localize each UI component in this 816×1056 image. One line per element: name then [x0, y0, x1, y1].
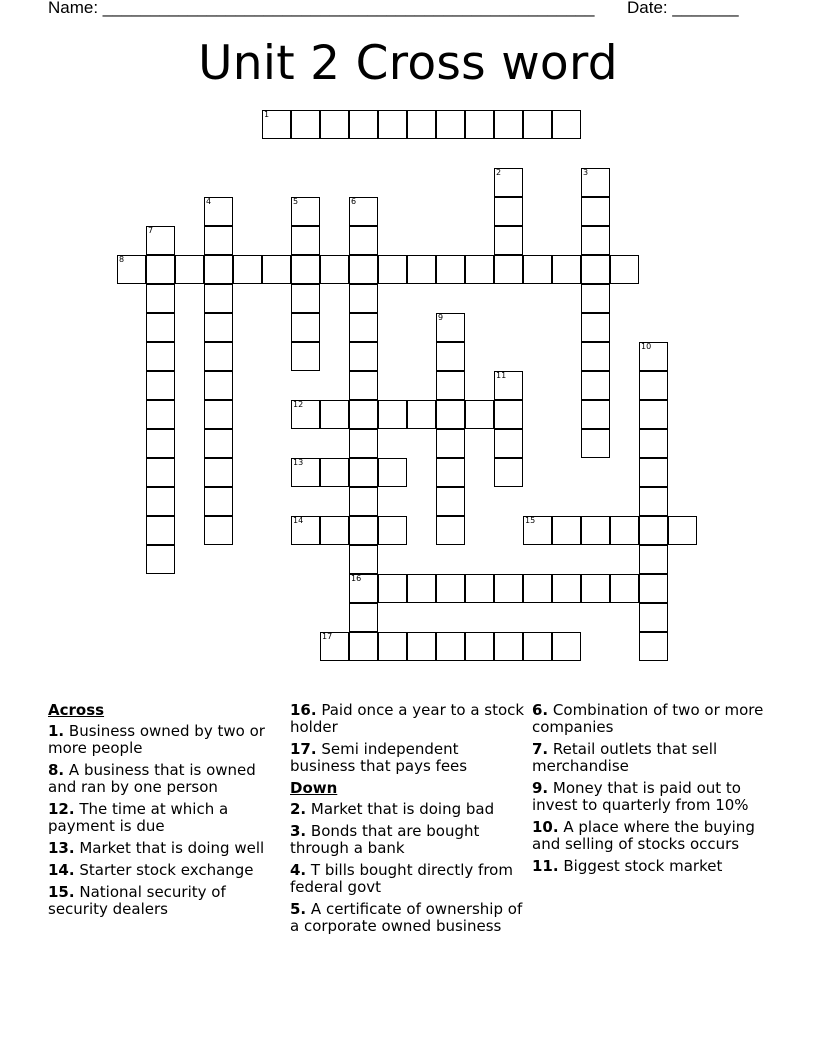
clue-item: [48, 884, 284, 918]
grid-cell[interactable]: [291, 342, 320, 371]
grid-cell[interactable]: [291, 255, 320, 284]
clue-item-text: Paid once a year to a stock holder: [290, 701, 525, 736]
grid-cell[interactable]: [349, 400, 378, 429]
grid-cell[interactable]: [320, 400, 349, 429]
grid-cell[interactable]: [610, 255, 639, 284]
grid-cell[interactable]: [523, 632, 552, 661]
grid-cell[interactable]: [349, 516, 378, 545]
clue-number: 17: [322, 632, 333, 641]
grid-cell[interactable]: [349, 371, 378, 400]
clue-number: 2: [496, 168, 502, 177]
grid-cell[interactable]: [668, 516, 697, 545]
clue-item: [290, 901, 526, 935]
grid-cell[interactable]: [581, 429, 610, 458]
grid-cell[interactable]: [349, 226, 378, 255]
clue-item-text: A place where the buying and selling of stocks occurs: [532, 818, 755, 853]
clues-column-1: [48, 702, 284, 923]
date-field[interactable]: Date: _______: [627, 0, 739, 17]
clue-item-text: Market that is doing bad: [310, 800, 495, 818]
clue-item-text: A certificate of ownership of a corporate owned business: [290, 900, 523, 935]
grid-cell[interactable]: [378, 255, 407, 284]
grid-cell[interactable]: [407, 255, 436, 284]
grid-cell[interactable]: [291, 313, 320, 342]
grid-cell[interactable]: [378, 632, 407, 661]
grid-cell[interactable]: [494, 458, 523, 487]
clue-item-number: 8.: [48, 761, 65, 779]
grid-cell[interactable]: [581, 255, 610, 284]
clue-item: [532, 819, 768, 853]
clue-number: 10: [641, 342, 652, 351]
clue-number: 3: [583, 168, 589, 177]
grid-cell[interactable]: [204, 342, 233, 371]
clue-number: 4: [206, 197, 212, 206]
grid-cell[interactable]: [494, 429, 523, 458]
grid-cell[interactable]: [639, 458, 668, 487]
clue-item-number: 12.: [48, 800, 75, 818]
clue-item-text: The time at which a payment is due: [48, 800, 229, 835]
grid-cell[interactable]: [349, 603, 378, 632]
grid-cell[interactable]: [523, 516, 552, 545]
grid-cell[interactable]: [349, 458, 378, 487]
grid-cell[interactable]: [523, 574, 552, 603]
grid-cell[interactable]: [436, 371, 465, 400]
grid-cell[interactable]: [146, 458, 175, 487]
grid-cell[interactable]: [552, 255, 581, 284]
page-title: Unit 2 Cross word: [198, 36, 618, 91]
clue-item-text: T bills bought directly from federal govt: [290, 861, 513, 896]
grid-cell[interactable]: [349, 574, 378, 603]
grid-cell[interactable]: [436, 313, 465, 342]
clue-item-number: 4.: [290, 861, 307, 879]
grid-cell[interactable]: [465, 400, 494, 429]
clue-number: 1: [264, 110, 270, 119]
grid-cell[interactable]: [494, 255, 523, 284]
clue-item: [290, 823, 526, 857]
clue-item-text: Market that is doing well: [79, 839, 265, 857]
down-clue-list: [290, 801, 526, 935]
grid-cell[interactable]: [204, 284, 233, 313]
grid-cell[interactable]: [581, 313, 610, 342]
clue-item: [532, 741, 768, 775]
grid-cell[interactable]: [523, 255, 552, 284]
grid-cell[interactable]: [262, 110, 291, 139]
grid-cell[interactable]: [436, 487, 465, 516]
grid-cell[interactable]: [349, 487, 378, 516]
grid-cell[interactable]: [146, 255, 175, 284]
grid-cell[interactable]: [146, 516, 175, 545]
grid-cell[interactable]: [146, 429, 175, 458]
grid-cell[interactable]: [291, 516, 320, 545]
clue-item-text: Semi independent business that pays fees: [290, 740, 468, 775]
grid-cell[interactable]: [407, 574, 436, 603]
grid-cell[interactable]: [378, 516, 407, 545]
down-clue-list-continued: [532, 702, 768, 875]
grid-cell[interactable]: [204, 226, 233, 255]
name-field[interactable]: Name: ____________________________________________________: [48, 0, 595, 17]
grid-cell[interactable]: [581, 400, 610, 429]
grid-cell[interactable]: [204, 255, 233, 284]
clue-number: 13: [293, 458, 304, 467]
grid-cell[interactable]: [465, 574, 494, 603]
clue-number: 5: [293, 197, 299, 206]
grid-cell[interactable]: [581, 284, 610, 313]
grid-cell[interactable]: [291, 284, 320, 313]
grid-cell[interactable]: [436, 632, 465, 661]
clue-number: 8: [119, 255, 125, 264]
grid-cell[interactable]: [204, 458, 233, 487]
grid-cell[interactable]: [494, 197, 523, 226]
grid-cell[interactable]: [494, 226, 523, 255]
grid-cell[interactable]: [146, 400, 175, 429]
grid-cell[interactable]: [436, 516, 465, 545]
grid-cell[interactable]: [291, 400, 320, 429]
clue-item: [48, 840, 284, 857]
grid-cell[interactable]: [581, 574, 610, 603]
clue-number: 15: [525, 516, 536, 525]
grid-cell[interactable]: [349, 284, 378, 313]
grid-cell[interactable]: [639, 545, 668, 574]
grid-cell[interactable]: [146, 226, 175, 255]
grid-cell[interactable]: [291, 458, 320, 487]
clue-item-number: 7.: [532, 740, 549, 758]
grid-cell[interactable]: [378, 400, 407, 429]
clue-number: 9: [438, 313, 444, 322]
grid-cell[interactable]: [349, 197, 378, 226]
grid-cell[interactable]: [146, 487, 175, 516]
grid-cell[interactable]: [581, 226, 610, 255]
grid-cell[interactable]: [610, 516, 639, 545]
grid-cell[interactable]: [407, 632, 436, 661]
grid-cell[interactable]: [581, 516, 610, 545]
grid-cell[interactable]: [581, 371, 610, 400]
grid-cell[interactable]: [494, 371, 523, 400]
grid-cell[interactable]: [349, 342, 378, 371]
clue-number: 7: [148, 226, 154, 235]
clue-item-text: Money that is paid out to invest to quarterly from 10%: [532, 779, 749, 814]
clue-item-number: 2.: [290, 800, 307, 818]
clue-number: 14: [293, 516, 304, 525]
grid-cell[interactable]: [204, 400, 233, 429]
grid-cell[interactable]: [146, 313, 175, 342]
clue-item: [532, 858, 768, 875]
grid-cell[interactable]: [639, 342, 668, 371]
grid-cell[interactable]: [175, 255, 204, 284]
down-heading: Down: [290, 779, 338, 797]
grid-cell[interactable]: [204, 429, 233, 458]
grid-cell[interactable]: [436, 255, 465, 284]
clue-item: [290, 801, 526, 818]
grid-cell[interactable]: [639, 487, 668, 516]
grid-cell[interactable]: [465, 632, 494, 661]
clue-item: [290, 702, 526, 736]
grid-cell[interactable]: [639, 574, 668, 603]
grid-cell[interactable]: [349, 313, 378, 342]
clue-number: 6: [351, 197, 357, 206]
grid-cell[interactable]: [349, 545, 378, 574]
grid-cell[interactable]: [494, 168, 523, 197]
grid-cell[interactable]: [204, 313, 233, 342]
grid-cell[interactable]: [436, 400, 465, 429]
grid-cell[interactable]: [378, 574, 407, 603]
grid-cell[interactable]: [494, 632, 523, 661]
clue-item: [532, 780, 768, 814]
clue-item-number: 1.: [48, 722, 65, 740]
grid-cell[interactable]: [320, 255, 349, 284]
clue-item: [48, 862, 284, 879]
grid-cell[interactable]: [233, 255, 262, 284]
grid-cell[interactable]: [407, 400, 436, 429]
clue-item: [48, 762, 284, 796]
grid-cell[interactable]: [320, 110, 349, 139]
grid-cell[interactable]: [639, 632, 668, 661]
grid-cell[interactable]: [436, 429, 465, 458]
grid-cell[interactable]: [117, 255, 146, 284]
grid-cell[interactable]: [436, 574, 465, 603]
grid-cell[interactable]: [378, 458, 407, 487]
grid-cell[interactable]: [349, 632, 378, 661]
grid-cell[interactable]: [552, 632, 581, 661]
clue-item-text: Biggest stock market: [563, 857, 723, 875]
grid-cell[interactable]: [610, 574, 639, 603]
grid-cell[interactable]: [146, 342, 175, 371]
grid-cell[interactable]: [204, 371, 233, 400]
grid-cell[interactable]: [581, 342, 610, 371]
grid-cell[interactable]: [436, 458, 465, 487]
grid-cell[interactable]: [146, 371, 175, 400]
clue-item-number: 14.: [48, 861, 75, 879]
clue-item-text: Bonds that are bought through a bank: [290, 822, 480, 857]
clue-item-text: Business owned by two or more people: [48, 722, 265, 757]
across-clue-list-continued: [290, 702, 526, 775]
clue-item-number: 13.: [48, 839, 75, 857]
across-heading: Across: [48, 701, 105, 719]
grid-cell[interactable]: [639, 516, 668, 545]
clue-item: [290, 741, 526, 775]
grid-cell[interactable]: [291, 226, 320, 255]
clue-number: 16: [351, 574, 362, 583]
grid-cell[interactable]: [639, 400, 668, 429]
clue-item-text: Starter stock exchange: [79, 861, 254, 879]
grid-cell[interactable]: [349, 255, 378, 284]
grid-cell[interactable]: [291, 197, 320, 226]
clue-item-text: National security of security dealers: [48, 883, 226, 918]
grid-cell[interactable]: [494, 574, 523, 603]
grid-cell[interactable]: [465, 110, 494, 139]
grid-cell[interactable]: [581, 168, 610, 197]
grid-cell[interactable]: [204, 516, 233, 545]
grid-cell[interactable]: [494, 400, 523, 429]
grid-cell[interactable]: [523, 110, 552, 139]
grid-cell[interactable]: [378, 110, 407, 139]
clue-item-number: 6.: [532, 701, 549, 719]
clue-item-text: A business that is owned and ran by one person: [48, 761, 256, 796]
grid-cell[interactable]: [552, 110, 581, 139]
grid-cell[interactable]: [639, 429, 668, 458]
grid-cell[interactable]: [639, 371, 668, 400]
clue-item-number: 17.: [290, 740, 317, 758]
clue-item-number: 16.: [290, 701, 317, 719]
clues-column-3: [532, 702, 768, 880]
grid-cell[interactable]: [552, 574, 581, 603]
clue-item: [48, 723, 284, 757]
clue-item-number: 11.: [532, 857, 559, 875]
grid-cell[interactable]: [349, 429, 378, 458]
clue-item-number: 10.: [532, 818, 559, 836]
clue-item: [290, 862, 526, 896]
clue-item-number: 9.: [532, 779, 549, 797]
grid-cell[interactable]: [639, 603, 668, 632]
grid-cell[interactable]: [407, 110, 436, 139]
clue-item: [48, 801, 284, 835]
clue-number: 12: [293, 400, 304, 409]
grid-cell[interactable]: [320, 458, 349, 487]
clues-column-2: [290, 702, 526, 940]
clue-item-text: Combination of two or more companies: [532, 701, 764, 736]
grid-cell[interactable]: [204, 487, 233, 516]
grid-cell[interactable]: [494, 110, 523, 139]
grid-cell[interactable]: [436, 342, 465, 371]
grid-cell[interactable]: [552, 516, 581, 545]
clue-number: 11: [496, 371, 507, 380]
clue-item-number: 15.: [48, 883, 75, 901]
clue-item: [532, 702, 768, 736]
grid-cell[interactable]: [349, 110, 378, 139]
clue-item-number: 5.: [290, 900, 307, 918]
grid-cell[interactable]: [146, 284, 175, 313]
clue-item-number: 3.: [290, 822, 307, 840]
grid-cell[interactable]: [436, 110, 465, 139]
grid-cell[interactable]: [320, 632, 349, 661]
grid-cell[interactable]: [581, 197, 610, 226]
grid-cell[interactable]: [262, 255, 291, 284]
grid-cell[interactable]: [204, 197, 233, 226]
grid-cell[interactable]: [320, 516, 349, 545]
grid-cell[interactable]: [291, 110, 320, 139]
grid-cell[interactable]: [465, 255, 494, 284]
clue-item-text: Retail outlets that sell merchandise: [532, 740, 718, 775]
grid-cell[interactable]: [146, 545, 175, 574]
across-clue-list: [48, 723, 284, 918]
